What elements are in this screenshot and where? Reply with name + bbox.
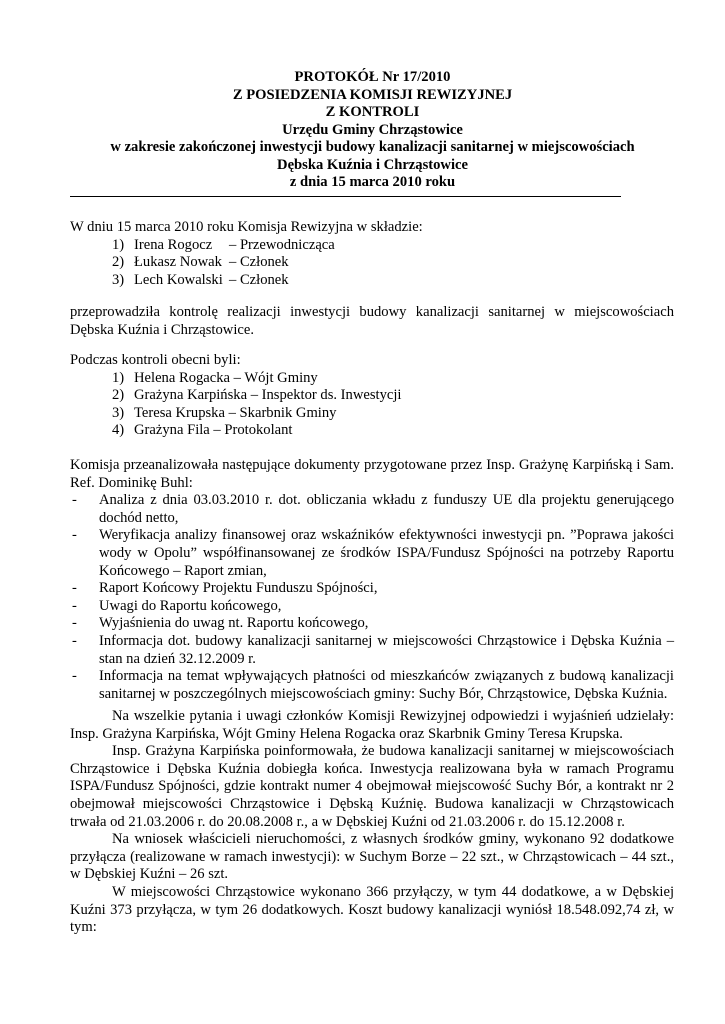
- list-number: 3): [112, 404, 125, 421]
- list-item: [112, 254, 674, 272]
- document-entry: Weryfikacja analizy finansowej oraz wskaźników efektywności inwestycji pn. ”Poprawa jakości wody w Opolu” współfinansowanej ze środków ISPA/Fundusz Spójności na potrzeby Raportu Końcowego – Raport zmian,: [99, 527, 674, 579]
- header-line-2: Z POSIEDZENIA KOMISJI REWIZYJNEJ: [232, 86, 513, 103]
- member-role: – Przewodnicząca: [229, 236, 335, 253]
- committee-list: [70, 237, 674, 290]
- list-number: 1): [112, 236, 125, 253]
- document-header: [70, 69, 675, 192]
- paragraph: Na wniosek właścicieli nieruchomości, z własnych środków gminy, wykonano 92 dodatkowe przyłącza (realizowane w ramach inwestycji): w Suchym Borze – 22 szt., w Chrząstowicach – 44 szt., w Dębskiej Kuźni – 26 szt.: [70, 831, 674, 883]
- protocol-number: PROTOKÓŁ Nr 17/2010: [294, 69, 451, 85]
- attendee: Helena Rogacka – Wójt Gminy: [134, 369, 318, 386]
- present-intro: Podczas kontroli obecni byli:: [70, 352, 241, 368]
- list-item: [112, 237, 674, 255]
- list-item: [112, 387, 674, 405]
- list-dash: -: [72, 492, 77, 509]
- list-item: [70, 492, 674, 527]
- paragraph: Na wszelkie pytania i uwagi członków Komisji Rewizyjnej odpowiedzi i wyjaśnień udzielały: Insp. Grażyna Karpińska, Wójt Gminy Helena Rogacka oraz Skarbnik Gminy Teresa Krupska.: [70, 708, 674, 742]
- control-paragraph: [70, 304, 674, 339]
- list-dash: -: [72, 632, 77, 649]
- header-line-5: w zakresie zakończonej inwestycji budowy kanalizacji sanitarnej w miejscowościach: [110, 139, 635, 155]
- header-divider: [70, 196, 621, 197]
- present-list: [70, 370, 674, 440]
- list-dash: -: [72, 597, 77, 614]
- list-dash: -: [72, 615, 77, 632]
- document-entry: Informacja na temat wpływających płatności od mieszkańców związanych z budową kanalizacji sanitarnej w poszczególnych miejscowościach gminy: Suchy Bór, Chrząstowice, Dębska Kuźnia.: [99, 668, 674, 702]
- present-section: [70, 352, 674, 440]
- list-dash: -: [72, 668, 77, 685]
- intro-text: W dniu 15 marca 2010 roku Komisja Rewizyjna w składzie:: [70, 219, 423, 235]
- paragraph: Insp. Grażyna Karpińska poinformowała, że budowa kanalizacji sanitarnej w miejscowościach Chrząstowice i Dębska Kuźnia dobiegła końca. Inwestycja realizowana była w ramach Programu ISPA/Fundusz Spójności, gdzie kontrakt numer 4 obejmował miejscowość Suchy Bór, a kontrakt nr 2 obejmował miejscowości Chrząstowice i Dębską Kuźnię. Budowa kanalizacji w Chrząstowicach trwała od 21.03.2006 r. do 20.08.2008 r., a w Dębskiej Kuźni od 21.03.2006 r. do 15.12.2008 r.: [70, 743, 674, 830]
- documents-section: [70, 457, 674, 703]
- list-item: [70, 633, 674, 668]
- list-dash: -: [72, 527, 77, 544]
- list-item: [70, 527, 674, 580]
- findings-section: [70, 708, 674, 937]
- member-role: – Członek: [229, 271, 289, 288]
- member-name: Łukasz Nowak: [134, 254, 222, 271]
- documents-intro: Komisja przeanalizowała następujące dokumenty przygotowane przez Insp. Grażynę Karpińską i Sam. Ref. Dominikę Buhl:: [70, 457, 674, 491]
- list-item: [70, 668, 674, 703]
- document-entry: Raport Końcowy Projektu Funduszu Spójności,: [99, 580, 378, 597]
- document-entry: Analiza z dnia 03.03.2010 r. dot. obliczania wkładu z funduszy UE dla projektu generującego dochód netto,: [99, 492, 674, 526]
- list-number: 3): [112, 271, 125, 288]
- intro-section: [70, 219, 674, 289]
- list-dash: -: [72, 580, 77, 597]
- list-item: [112, 370, 674, 388]
- control-line-1: przeprowadziła kontrolę realizacji inwestycji budowy kanalizacji sanitarnej w miejscowościach: [70, 304, 674, 320]
- list-item: [112, 272, 674, 290]
- header-line-4: Urzędu Gminy Chrząstowice: [282, 121, 463, 138]
- document-entry: Uwagi do Raportu końcowego,: [99, 597, 282, 614]
- document-entry: Wyjaśnienia do uwag nt. Raportu końcowego,: [99, 615, 369, 632]
- attendee: Teresa Krupska – Skarbnik Gminy: [134, 404, 337, 421]
- list-number: 2): [112, 254, 125, 271]
- control-line-2: Dębska Kuźnia i Chrząstowice.: [70, 321, 254, 338]
- attendee: Grażyna Fila – Protokolant: [134, 422, 293, 439]
- paragraph: W miejscowości Chrząstowice wykonano 366 przyłączy, w tym 44 dodatkowe, a w Dębskiej Kuźni 373 przyłącza, w tym 26 dodatkowych. Koszt budowy kanalizacji wyniósł 18.548.092,74 zł, w tym:: [70, 883, 674, 936]
- list-number: 2): [112, 387, 125, 404]
- member-name: Irena Rogocz: [134, 236, 213, 253]
- list-number: 1): [112, 369, 125, 386]
- header-date: z dnia 15 marca 2010 roku: [289, 174, 456, 190]
- list-item: [112, 422, 674, 440]
- header-line-3: Z KONTROLI: [325, 104, 420, 120]
- list-item: [112, 405, 674, 423]
- member-name: Lech Kowalski: [134, 271, 223, 288]
- list-item: [70, 615, 674, 633]
- list-number: 4): [112, 422, 125, 439]
- member-role: – Członek: [229, 254, 289, 271]
- attendee: Grażyna Karpińska – Inspektor ds. Inwestycji: [134, 387, 402, 404]
- header-line-6: Dębska Kuźnia i Chrząstowice: [277, 156, 468, 173]
- documents-list: [70, 492, 674, 703]
- list-item: [70, 598, 674, 616]
- document-entry: Informacja dot. budowy kanalizacji sanitarnej w miejscowości Chrząstowice i Dębska Kuźnia – stan na dzień 32.12.2009 r.: [99, 632, 674, 667]
- list-item: [70, 580, 674, 598]
